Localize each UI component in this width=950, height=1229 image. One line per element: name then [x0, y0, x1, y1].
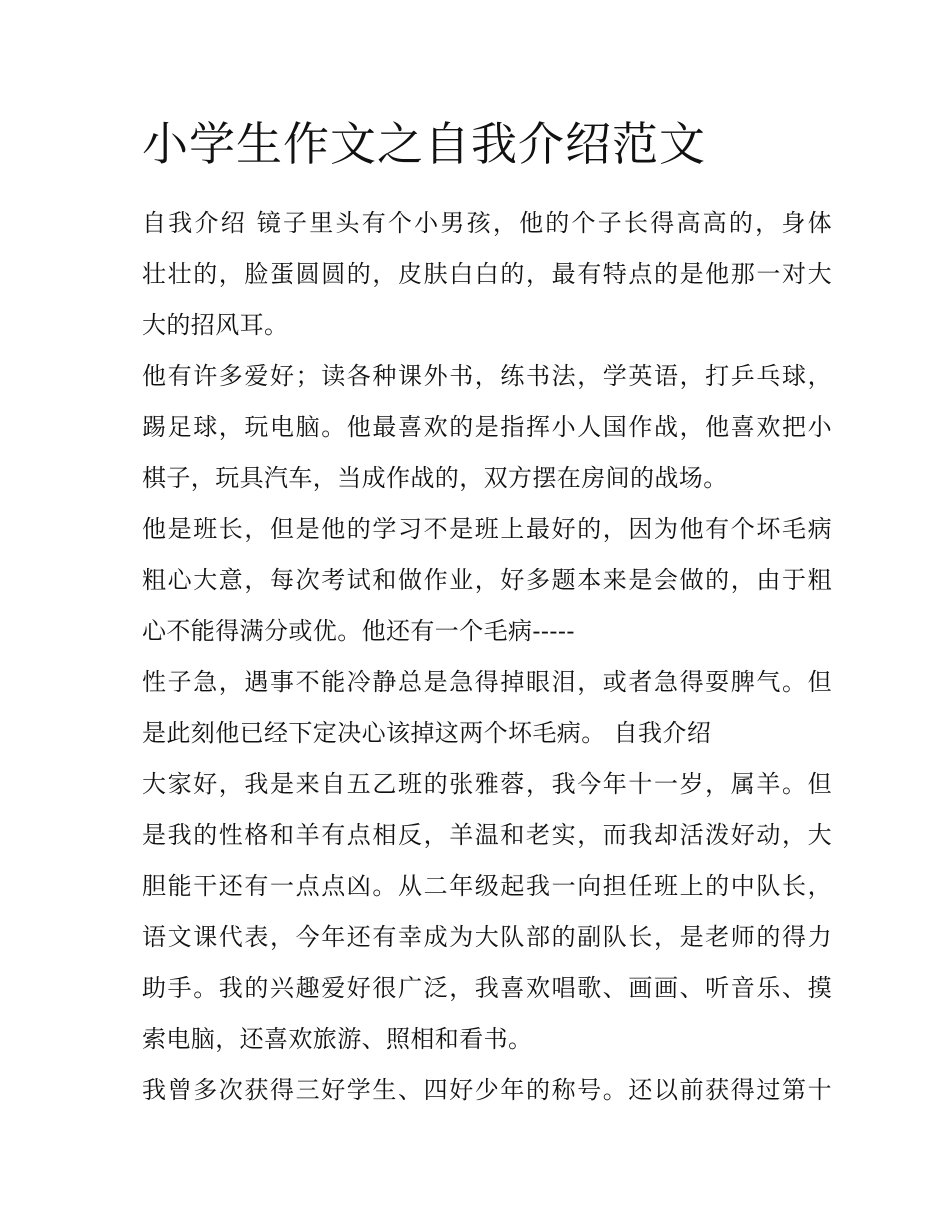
body-line: 我曾多次获得三好学生、四好少年的称号。还以前获得过第十: [142, 1076, 832, 1104]
body-line: 性子急，遇事不能冷静总是急得掉眼泪，或者急得耍脾气。但: [142, 668, 832, 696]
body-line: 他是班长，但是他的学习不是班上最好的，因为他有个坏毛病: [142, 515, 832, 543]
body-line: 自我介绍 镜子里头有个小男孩，他的个子长得高高的，身体: [142, 209, 832, 237]
body-line: 大的招风耳。: [142, 311, 289, 339]
body-line: 是我的性格和羊有点相反，羊温和老实，而我却活泼好动，大: [142, 821, 832, 849]
body-line: 踢足球，玩电脑。他最喜欢的是指挥小人国作战，他喜欢把小: [142, 413, 832, 441]
body-line: 胆能干还有一点点凶。从二年级起我一向担任班上的中队长，: [142, 872, 832, 900]
document-title: 小学生作文之自我介绍范文: [142, 117, 706, 171]
body-line: 心不能得满分或优。他还有一个毛病-----: [142, 617, 575, 645]
body-line: 索电脑，还喜欢旅游、照相和看书。: [142, 1025, 533, 1053]
body-line: 助手。我的兴趣爱好很广泛，我喜欢唱歌、画画、听音乐、摸: [142, 974, 832, 1002]
body-line: 大家好，我是来自五乙班的张雅蓉，我今年十一岁，属羊。但: [142, 770, 832, 798]
body-line: 粗心大意，每次考试和做作业，好多题本来是会做的，由于粗: [142, 566, 832, 594]
document-body: [142, 199, 832, 1117]
body-line: 壮壮的，脸蛋圆圆的，皮肤白白的，最有特点的是他那一对大: [142, 260, 832, 288]
body-line: 语文课代表，今年还有幸成为大队部的副队长，是老师的得力: [142, 923, 832, 951]
body-line: 是此刻他已经下定决心该掉这两个坏毛病。 自我介绍: [142, 719, 712, 747]
body-line: 棋子，玩具汽车，当成作战的，双方摆在房间的战场。: [142, 464, 728, 492]
body-line: 他有许多爱好；读各种课外书，练书法，学英语，打乒乓球，: [142, 362, 832, 390]
